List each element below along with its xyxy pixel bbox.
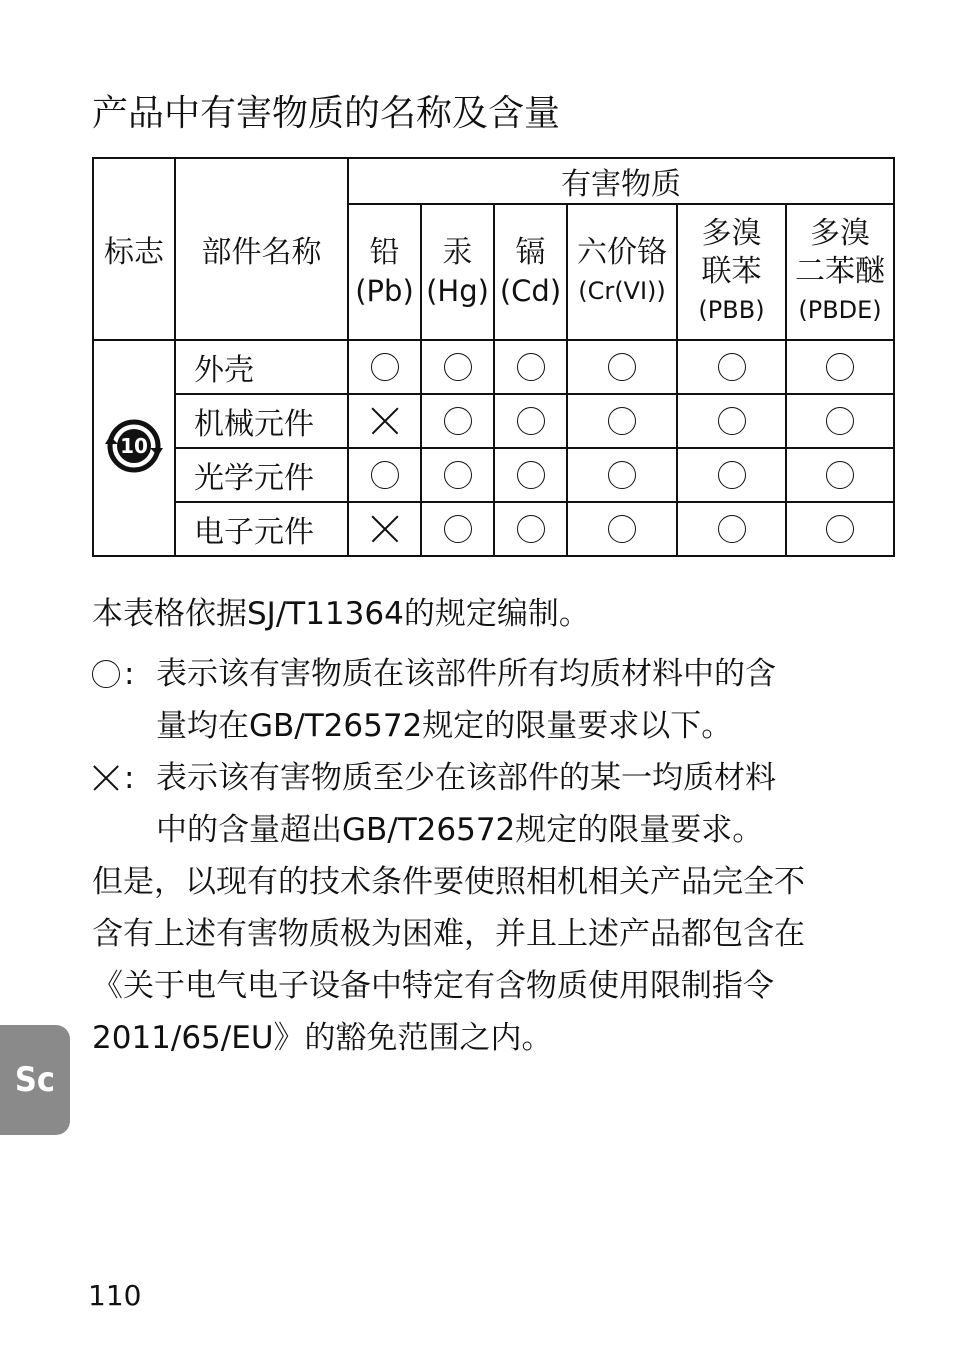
mark-circle — [567, 340, 677, 394]
mark-circle — [348, 448, 421, 502]
mark-cross — [348, 394, 421, 448]
table-row — [93, 502, 894, 556]
legend-circle: : 表示该有害物质在该部件所有均质材料中的含 量均在GB/T26572规定的限量要求以下。 — [92, 648, 892, 752]
header-pbb: 多溴 联苯 (PBB) — [677, 204, 786, 340]
header-chromium-vi: 六价铬 (Cr(VI)) — [567, 204, 677, 340]
part-name: 光学元件 — [175, 448, 348, 502]
mark-circle — [786, 340, 894, 394]
header-hazardous-substances: 有害物质 — [348, 158, 894, 204]
header-mercury: 汞 (Hg) — [421, 204, 494, 340]
mark-circle — [677, 340, 786, 394]
mark-circle — [494, 340, 567, 394]
page-title: 产品中有害物质的名称及含量 — [92, 93, 561, 134]
mark-circle — [786, 394, 894, 448]
mark-circle — [677, 502, 786, 556]
mark-circle — [786, 448, 894, 502]
page-number: 110 — [88, 1279, 142, 1312]
header-mark: 标志 — [93, 158, 175, 340]
legend-cross: : 表示该有害物质至少在该部件的某一均质材料 中的含量超出GB/T26572规定的限量要求。 — [92, 752, 892, 856]
legend-circle-line1: 表示该有害物质在该部件所有均质材料中的含 — [156, 656, 776, 692]
header-cadmium: 镉 (Cd) — [494, 204, 567, 340]
mark-circle — [786, 502, 894, 556]
mark-circle — [494, 448, 567, 502]
mark-circle — [421, 502, 494, 556]
table-row — [93, 394, 894, 448]
language-tab-label: Sc — [14, 1060, 56, 1100]
header-part-name: 部件名称 — [175, 158, 348, 340]
mark-circle — [494, 502, 567, 556]
language-tab — [0, 1025, 70, 1135]
table-row — [93, 448, 894, 502]
header-lead: 铅 (Pb) — [348, 204, 421, 340]
circle-symbol-icon — [92, 660, 120, 688]
cross-symbol-icon — [92, 764, 120, 792]
mark-circle — [421, 394, 494, 448]
logo-number: 10 — [120, 434, 148, 458]
mark-circle — [421, 448, 494, 502]
mark-circle — [677, 448, 786, 502]
mark-circle — [567, 448, 677, 502]
legend-cross-line2: 中的含量超出GB/T26572规定的限量要求。 — [156, 812, 764, 848]
mark-circle — [567, 394, 677, 448]
table-row — [93, 340, 894, 394]
basis-statement: 本表格依据SJ/T11364的规定编制。 — [92, 596, 590, 632]
legend-cross-line1: 表示该有害物质至少在该部件的某一均质材料 — [156, 760, 776, 796]
mark-circle — [348, 340, 421, 394]
efup-10-logo — [93, 340, 175, 556]
exemption-note-line1: 但是，以现有的技术条件要使照相机相关产品完全不 — [92, 864, 805, 900]
mark-circle — [677, 394, 786, 448]
efup-logo-icon — [105, 417, 163, 475]
exemption-note-line2: 含有上述有害物质极为困难，并且上述产品都包含在 — [92, 916, 805, 952]
part-name: 机械元件 — [175, 394, 348, 448]
part-name: 外壳 — [175, 340, 348, 394]
mark-cross — [348, 502, 421, 556]
legend-circle-line2: 量均在GB/T26572规定的限量要求以下。 — [156, 708, 733, 744]
hazardous-substance-table — [92, 157, 895, 557]
header-pbde: 多溴 二苯醚 (PBDE) — [786, 204, 894, 340]
exemption-note-line3: 《关于电气电子设备中特定有含物质使用限制指令 — [92, 968, 774, 1004]
exemption-note-line4: 2011/65/EU》的豁免范围之内。 — [92, 1020, 553, 1056]
part-name: 电子元件 — [175, 502, 348, 556]
mark-circle — [567, 502, 677, 556]
mark-circle — [494, 394, 567, 448]
mark-circle — [421, 340, 494, 394]
